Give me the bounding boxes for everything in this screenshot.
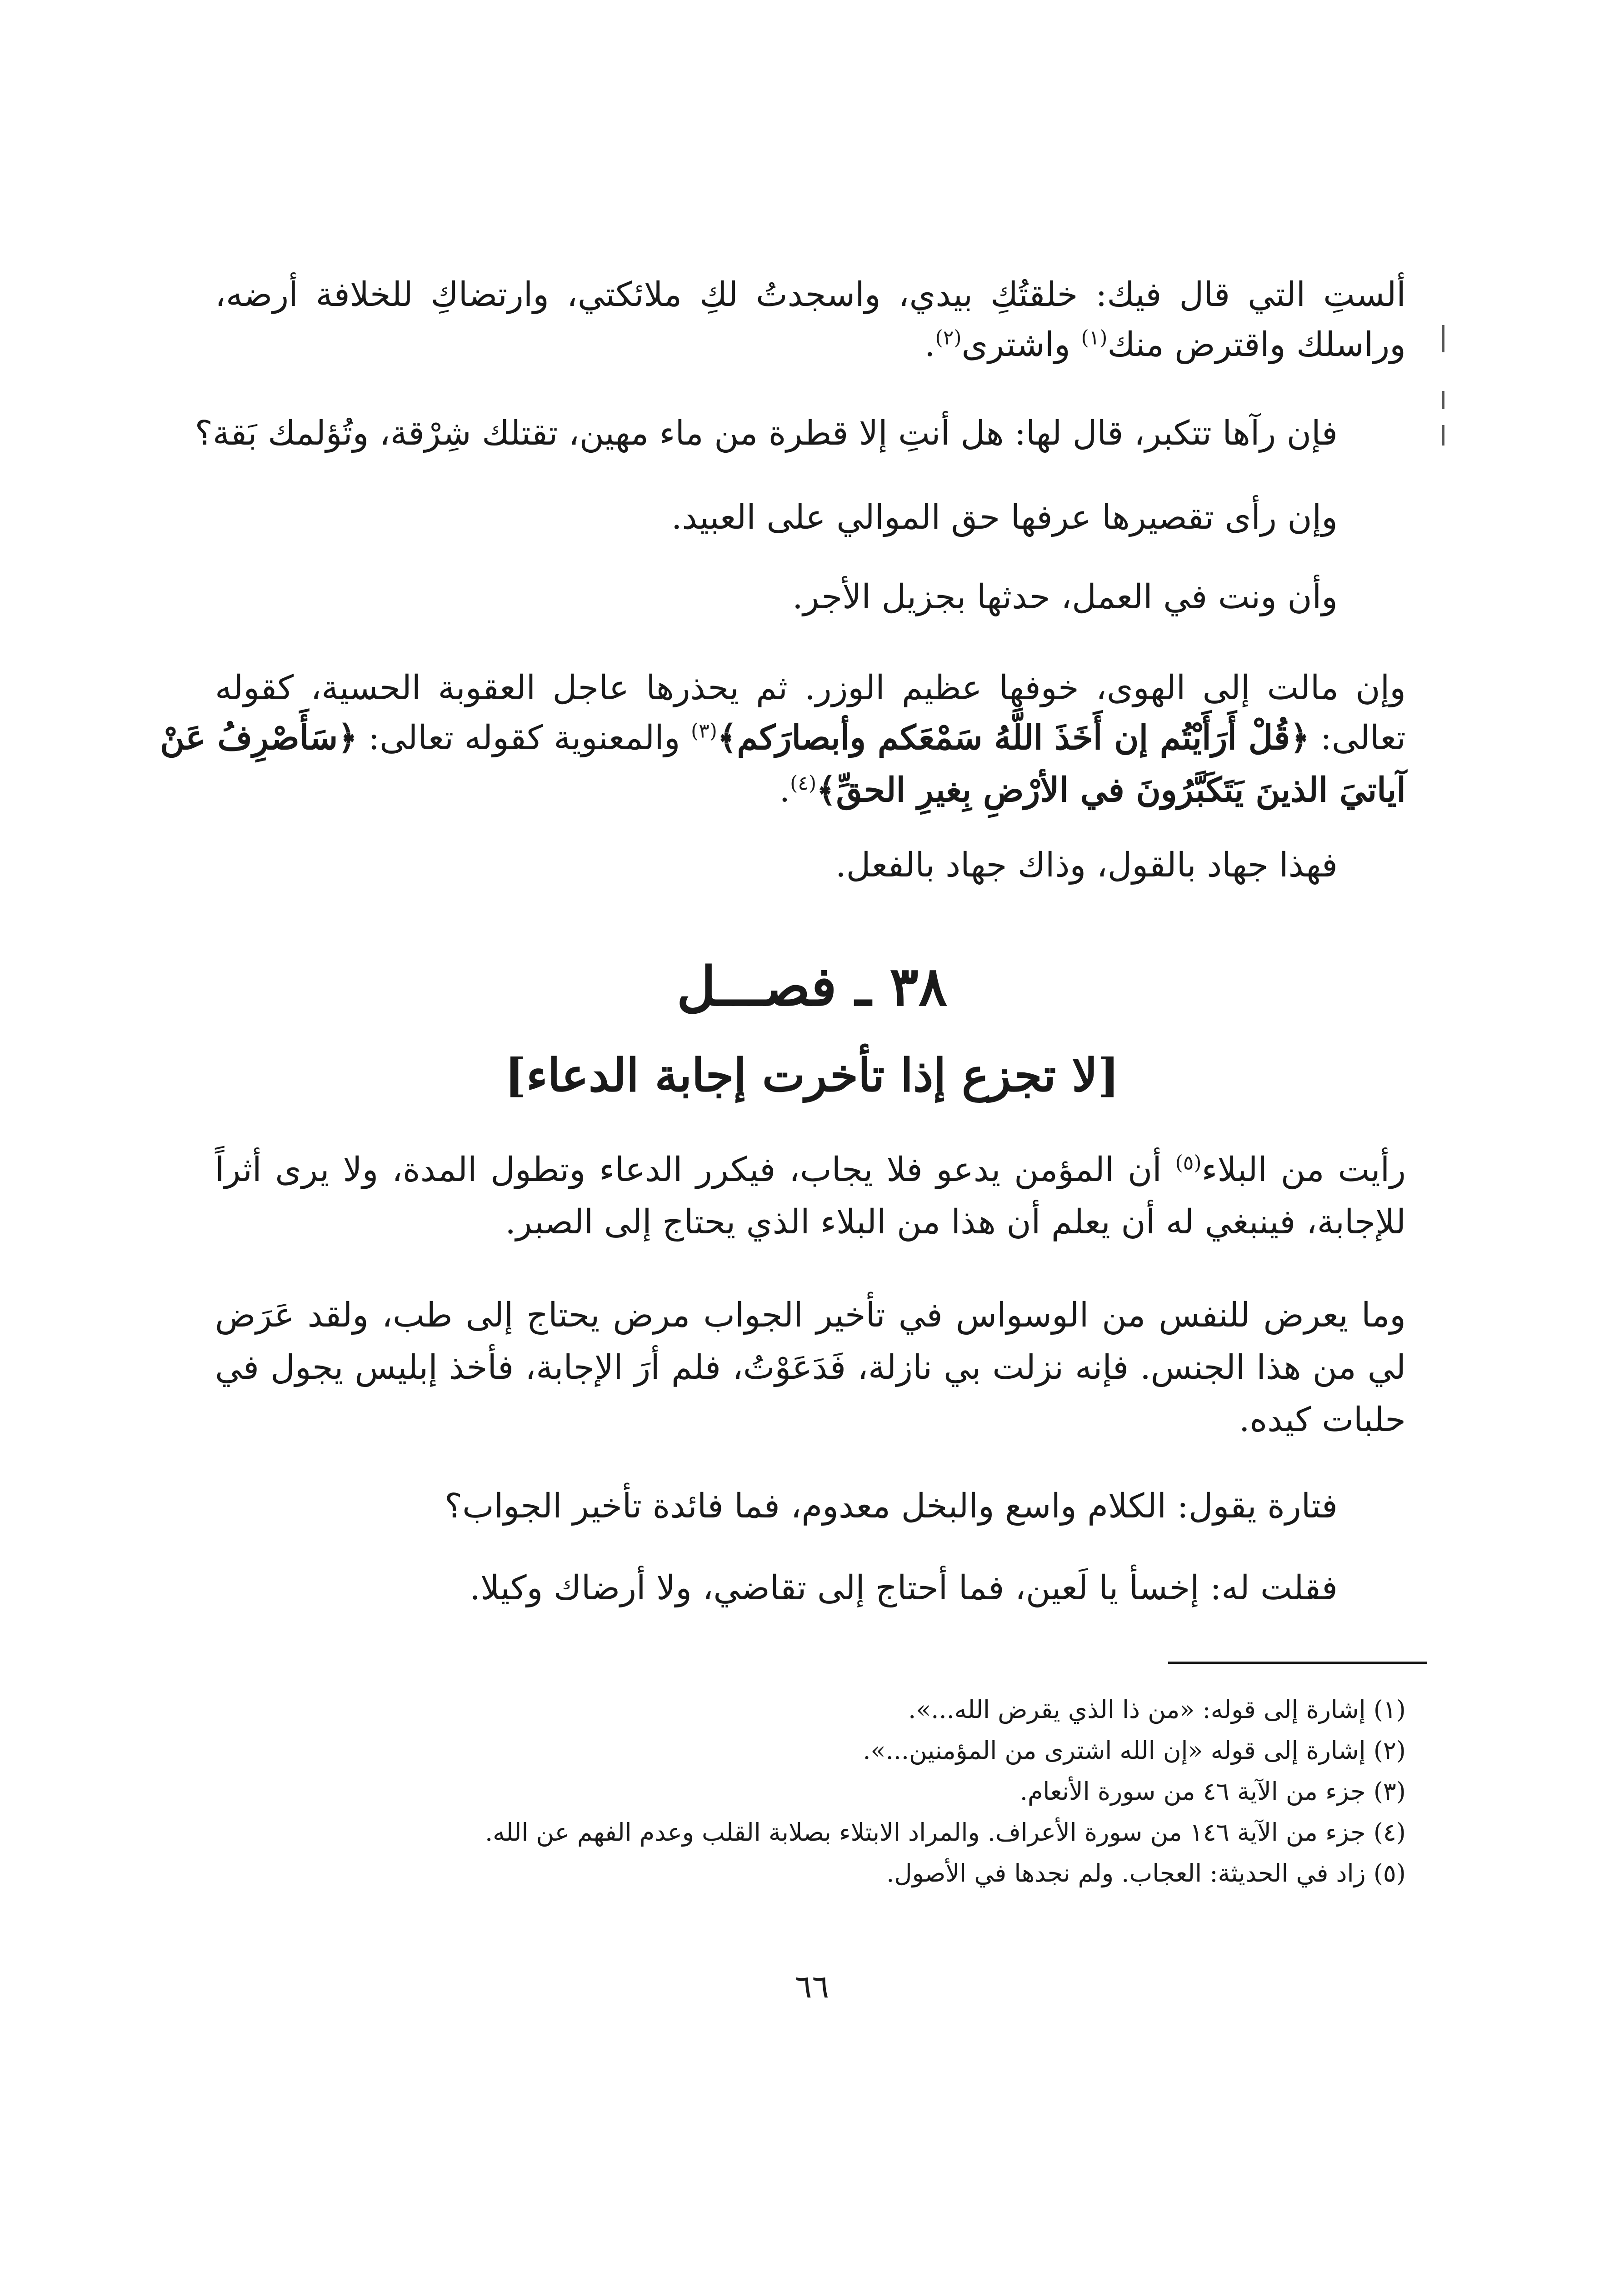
list-item	[215, 1484, 1338, 1528]
text-span: وإن مالت إلى الهوى، خوفها عظيم الوزر. ثم يحذرها عاجل العقوبة الحسية، كقوله	[215, 668, 1406, 707]
footnote-ref-4: (٤)	[790, 771, 817, 795]
footnote-3: (٣) جزء من الآية ٤٦ من سورة الأنعام.	[1019, 1777, 1406, 1806]
text-span: فتارة يقول: الكلام واسع والبخل معدوم، فما فائدة تأخير الجواب؟	[444, 1487, 1338, 1526]
list-item	[215, 1566, 1338, 1610]
text-span: فهذا جهاد بالقول، وذاك جهاد بالفعل.	[835, 846, 1338, 885]
paragraph-4-line-3	[215, 1398, 1406, 1442]
section-title: ٣٨ ـ فصـــل	[676, 955, 948, 1018]
paragraph-4-line-1	[215, 1293, 1406, 1337]
text-span: ألستِ التي قال فيك: خلقتُكِ بيدي، واسجدتُ لكِ ملائكتي، وارتضاكِ للخلافة أرضه،	[215, 275, 1406, 314]
footnote-5: (٥) زاد في الحديثة: العجاب. ولم نجدها في الأصول.	[886, 1859, 1406, 1887]
text-span: أن المؤمن يدعو فلا يجاب، فيكرر الدعاء وتطول المدة، ولا يرى أثراً	[215, 1150, 1175, 1189]
paragraph-2-line-1	[215, 666, 1406, 710]
footnote-ref-3: (٣)	[690, 719, 717, 743]
text-span: فإن رآها تتكبر، قال لها: هل أنتِ إلا قطرة من ماء مهين، تقتلك شِرْقة، وتُؤلمك بَقة؟	[195, 414, 1338, 453]
footnote-1: (١) إشارة إلى قوله: «من ذا الذي يقرض الله...».	[908, 1695, 1406, 1724]
text-span: لي من هذا الجنس. فإنه نزلت بي نازلة، فَدَعَوْتُ، فلم أرَ الإجابة، فأخذ إبليس يجول في	[215, 1348, 1406, 1387]
paragraph-2-line-3	[215, 768, 1406, 812]
text-span: وراسلك واقترض منك	[1107, 325, 1406, 364]
text-span: واشترى	[961, 325, 1081, 364]
text-span: حلبات كيده.	[1239, 1400, 1406, 1439]
text-span: تعالى:	[1309, 718, 1406, 757]
paragraph-3-line-2	[215, 1200, 1406, 1244]
paragraph-2-line-2	[160, 716, 1406, 760]
list-item	[215, 575, 1338, 619]
text-span: رأيت من البلاء	[1201, 1150, 1406, 1189]
paragraph-3-line-1	[215, 1148, 1406, 1192]
text-span: للإجابة، فينبغي له أن يعلم أن هذا من البلاء الذي يحتاج إلى الصبر.	[505, 1202, 1406, 1242]
list-item	[215, 496, 1338, 539]
scan-mark	[1442, 425, 1444, 446]
text-span: فقلت له: إخسأ يا لَعين، فما أحتاج إلى تقاضي، ولا أرضاك وكيلا.	[470, 1568, 1338, 1607]
footnote-4: (٤) جزء من الآية ١٤٦ من سورة الأعراف. والمراد الابتلاء بصلابة القلب وعدم الفهم عن الله.	[485, 1818, 1406, 1847]
section-subtitle: [لا تجزع إذا تأخرت إجابة الدعاء]	[505, 1048, 1119, 1102]
text-span: وما يعرض للنفس من الوسواس في تأخير الجواب مرض يحتاج إلى طب، ولقد عَرَض	[215, 1296, 1406, 1335]
page-number: ٦٦	[795, 1968, 829, 2005]
footnote-separator	[1168, 1662, 1427, 1664]
quran-quote: آياتيَ الذينَ يَتَكَبَّرُونَ في الأرْضِ بِغيرِ الحقِّ﴾	[816, 771, 1406, 810]
text-span: وإن رأى تقصيرها عرفها حق الموالي على العبيد.	[671, 498, 1338, 537]
scan-mark	[1442, 391, 1444, 409]
text-span: وأن ونت في العمل، حدثها بجزيل الأجر.	[792, 577, 1338, 616]
footnote-ref-5: (٥)	[1175, 1151, 1202, 1175]
closing-line	[215, 843, 1338, 887]
quran-quote: ﴿قُلْ أَرَأَيْتُم إن أَخَذَ اللَّهُ سَمْعَكم وأبصارَكم﴾	[717, 718, 1310, 757]
footnote-ref-1: (١)	[1081, 326, 1108, 350]
footnote-2: (٢) إشارة إلى قوله «إن الله اشترى من المؤمنين...».	[863, 1736, 1406, 1765]
scan-mark	[1442, 325, 1444, 352]
paragraph-1-line-1	[215, 273, 1406, 316]
footnote-ref-2: (٢)	[935, 326, 962, 350]
list-item	[195, 411, 1338, 455]
text-span: والمعنوية كقوله تعالى:	[357, 718, 691, 757]
paragraph-4-line-2	[215, 1346, 1406, 1389]
text-span: .	[779, 771, 790, 810]
paragraph-1-line-2	[215, 323, 1406, 366]
text-span: .	[924, 325, 935, 364]
quran-quote: ﴿سَأَصْرِفُ عَنْ	[160, 718, 358, 757]
